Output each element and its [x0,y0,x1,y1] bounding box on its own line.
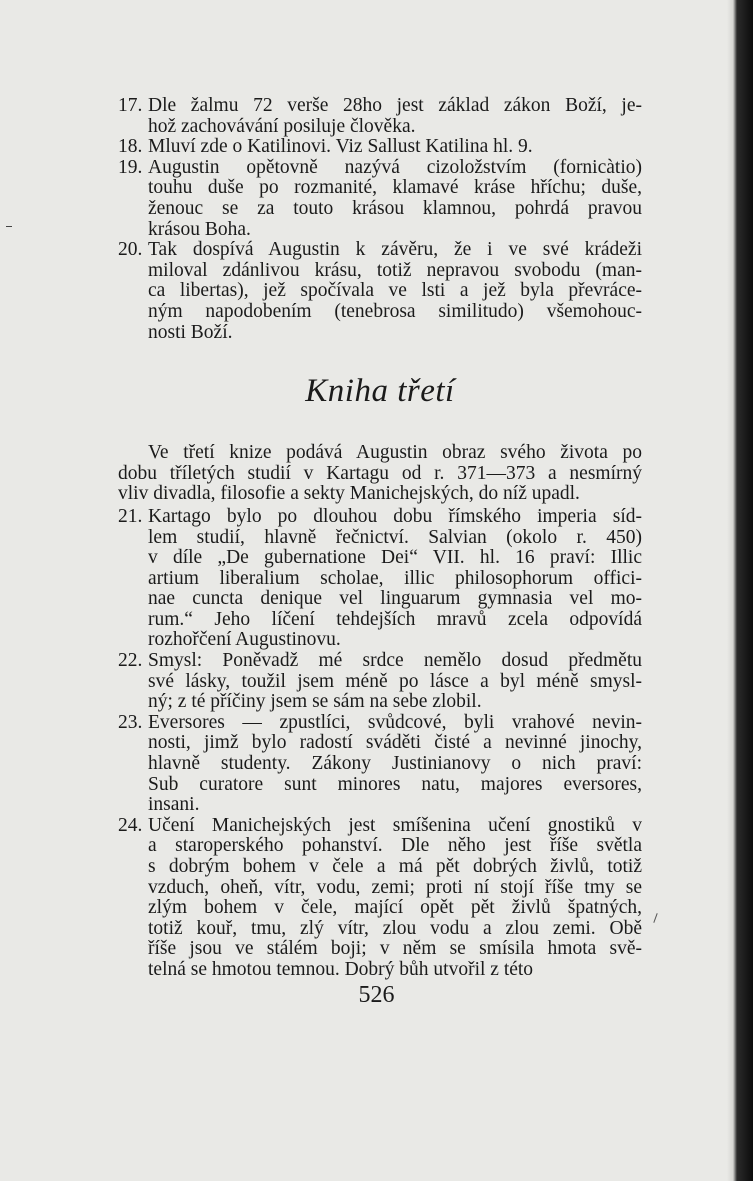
note-line: hlavně studenty. Zákony Justinianovy o nich praví: [148,753,642,775]
note-line: Kartago bylo po dlouhou dobu římského imperia síd- [148,505,642,527]
chapter-title: Kniha třetí [305,373,455,410]
note-item [118,240,642,343]
notes-top [118,96,642,343]
note-line: své lásky, toužil jsem méně po lásce a byl méně smysl- [148,670,642,692]
note-line: krásou Boha. [148,218,251,240]
note-line: miloval zdánlivou krásu, totiž nepravou svobodu (man- [148,259,642,281]
page-number: 526 [358,982,395,1008]
note-item [118,713,642,816]
note-line: Sub curatore sunt minores natu, majores eversores, [148,773,642,795]
note-item [118,816,642,981]
note-line: Tak dospívá Augustin k závěru, že i ve své krádeži [148,239,642,261]
note-line: nae cuncta denique vel linguarum gymnasia vel mo- [148,588,642,610]
note-line: insani. [148,794,200,816]
note-number: 23. [118,711,143,733]
note-line: ným napodobením (tenebrosa similitudo) všemohouc- [148,300,642,322]
note-line: artium liberalium scholae, illic philosophorum offici- [148,567,642,589]
note-line: v díle „De gubernatione Dei“ VII. hl. 16 praví: Illic [148,547,642,569]
note-number: 24. [118,814,143,836]
note-item [118,158,642,240]
note-line: hož zachovávání posiluje člověka. [148,115,416,137]
note-line: totiž kouř, tmu, zlý vítr, zlou vodu a zlou zemi. Obě [148,917,642,939]
main-text [118,96,642,981]
note-line: říše jsou ve stálém boji; v něm se smísila hmota svě- [148,938,642,960]
note-line: rozhořčení Augustinovu. [148,629,341,651]
note-item [118,651,642,713]
note-line: ca libertas), jež spočívala ve lsti a jež byla převráce- [148,280,642,302]
note-item [118,507,642,651]
note-number: 18. [118,136,143,158]
note-number: 17. [118,95,143,116]
note-line: ženouc se za touto krásou klamnou, pohrdá pravou [148,197,642,219]
note-number: 22. [118,650,143,672]
intro-line: dobu tříletých studií v Kartagu od r. 371—373 a nesmírný [118,462,642,484]
margin-mark [6,226,12,227]
note-number: 20. [118,239,143,261]
chapter-intro [118,443,642,505]
note-line: Augustin opětovně nazývá cizoložstvím (fornicàtio) [148,156,642,178]
note-line: touhu duše po rozmanité, klamavé kráse hříchu; duše, [148,177,642,199]
note-line: ný; z té příčiny jsem se sám na sebe zlobil. [148,691,482,713]
note-line: zlým bohem v čele, mající opět pět živlů špatných, [148,897,642,919]
note-line: s dobrým bohem v čele a má pět dobrých živlů, totiž [148,856,642,877]
note-line: Mluví zde o Katilinovi. Viz Sallust Katilina hl. 9. [148,136,533,158]
note-line: lem studií, hlavně řečnictví. Salvian (okolo r. 450) [148,526,642,548]
intro-line: vliv divadla, filosofie a sekty Manichejských, do níž upadl. [118,483,580,505]
note-item [118,137,642,158]
note-number: 21. [118,505,143,527]
intro-line: Ve třetí knize podává Augustin obraz svého života po [148,442,642,464]
note-line: Učení Manichejských jest smíšenina učení gnostiků v [148,814,642,836]
note-number: 19. [118,156,143,178]
note-line: nosti Boží. [148,321,233,343]
note-line: rum.“ Jeho líčení tehdejších mravů zcela odpovídá [148,608,642,630]
margin-mark [653,913,657,923]
note-line: telná se hmotou temnou. Dobrý bůh utvořil z této [148,958,534,980]
note-item [118,96,642,137]
notes-bottom [118,507,642,981]
note-line: Eversores — zpustlíci, svůdcové, byli vrahové nevin- [148,711,642,733]
note-line: nosti, jimž bylo radostí sváděti čisté a nevinné jinochy, [148,732,642,754]
note-line: Dle žalmu 72 verše 28ho jest základ zákon Boží, je- [148,95,642,116]
note-line: a staroperského pohanství. Dle něho jest říše světla [148,835,642,857]
note-line: Smysl: Poněvadž mé srdce nemělo dosud předmětu [148,650,642,672]
note-line: vzduch, oheň, vítr, vodu, zemi; proti ní stojí říše tmy se [148,876,642,898]
